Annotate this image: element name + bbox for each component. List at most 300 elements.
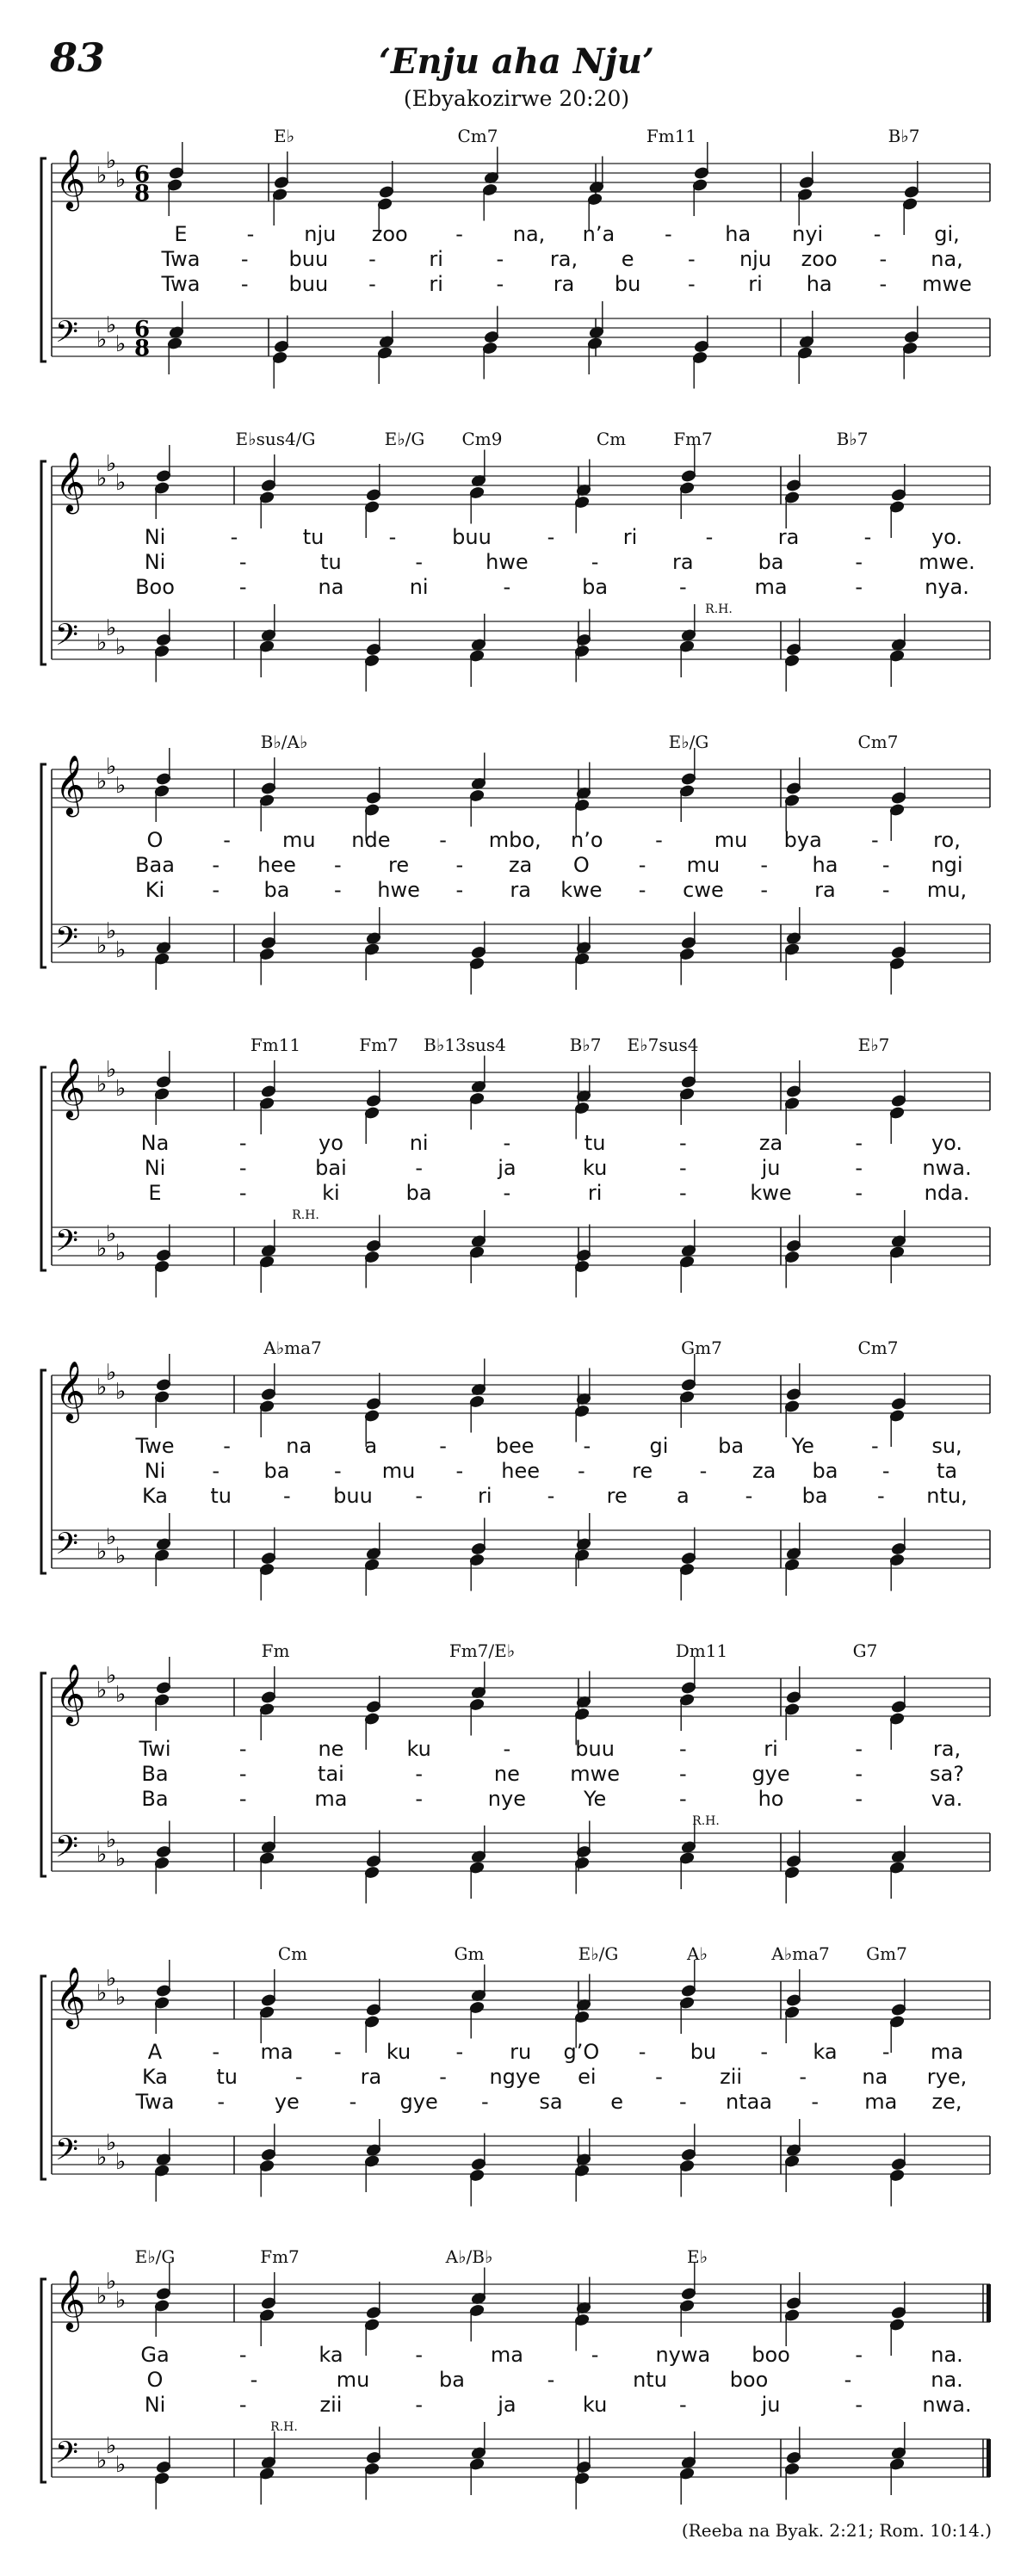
lyric-syllable: ba [582,575,609,599]
syllable-hyphen: - [678,1181,687,1205]
key-flat-icon: ♭ [106,1057,117,1083]
syllable-hyphen: - [876,1484,885,1508]
lyric-syllable: hwe [486,550,529,574]
syllable-hyphen: - [212,2040,220,2064]
lyric-syllable: ni [409,1131,429,1155]
syllable-hyphen: - [439,2065,447,2089]
bass-staff [52,1530,990,1568]
lyric-syllable: kwe [560,878,603,902]
lyric-syllable: mwe [922,272,972,296]
syllable-hyphen: - [238,1762,247,1786]
bass-clef-icon: 𝄢 [55,1223,79,1265]
bass-clef-icon: 𝄢 [55,2435,79,2477]
treble-clef-icon: 𝄞 [55,149,86,209]
syllable-hyphen: - [578,1459,585,1483]
key-flat-icon: ♭ [115,634,127,660]
syllable-hyphen: - [250,2368,258,2392]
lyric-syllable: hee [257,853,296,877]
syllable-hyphen: - [238,1787,247,1811]
treble-staff [52,1072,990,1110]
lyric-syllable: ze, [931,2090,962,2114]
lyric-syllable: Twa [135,2090,175,2114]
syllable-hyphen: - [855,1181,863,1205]
lyric-syllable: Ga [140,2343,170,2367]
treble-clef-icon: 𝄞 [55,1967,86,2027]
chord-symbol: Fm7 [673,429,713,449]
key-flat-icon: ♭ [96,466,108,491]
lyric-syllable: Twa [161,272,201,296]
lyric-syllable: gi [649,1434,669,1458]
chord-symbol: A♭ [687,1943,708,1964]
key-flat-icon: ♭ [106,754,117,780]
syllable-hyphen: - [238,1181,247,1205]
chord-symbol: E♭ [686,2246,708,2267]
bass-staff [52,1833,990,1871]
lyric-syllable: ne [493,1762,520,1786]
lyric-syllable: yo [318,1131,343,1155]
lyric-syllable: ma [754,575,788,599]
syllable-hyphen: - [678,1762,687,1786]
hymn-title: ‘Enju aha Nju’ [379,41,654,82]
lyric-syllable: ma [260,2040,294,2064]
syllable-hyphen: - [415,1787,423,1811]
bass-staff [52,318,990,356]
syllable-hyphen: - [212,878,220,902]
key-flat-icon: ♭ [96,630,108,656]
lyric-syllable: ku [386,2040,411,2064]
lyric-syllable: ra, [549,247,578,271]
syllable-hyphen: - [678,2090,687,2114]
syllable-hyphen: - [238,1131,247,1155]
lyric-syllable: ku [582,1156,608,1180]
key-flat-icon: ♭ [115,1846,127,1872]
key-flat-icon: ♭ [106,148,117,174]
bass-clef-icon: 𝄢 [55,1829,79,1871]
lyric-syllable: mwe. [919,550,975,574]
system-1 [34,126,999,430]
lyric-syllable: ri [429,247,443,271]
lyric-syllable: tu [320,550,342,574]
chord-symbol: G7 [852,1640,878,1661]
lyric-syllable: ku [582,2393,608,2417]
syllable-hyphen: - [230,525,238,549]
key-flat-icon: ♭ [106,2130,117,2156]
time-signature-top: 6 [134,317,151,343]
key-flat-icon: ♭ [115,937,127,963]
syllable-hyphen: - [455,1459,464,1483]
syllable-hyphen: - [238,2393,247,2417]
syllable-hyphen: - [238,2343,247,2367]
syllable-hyphen: - [439,828,447,852]
lyric-syllable: ha [806,272,832,296]
lyric-syllable: ra [777,525,800,549]
lyric-syllable: nwa. [922,2393,972,2417]
lyric-syllable: Twe [135,1434,175,1458]
syllable-hyphen: - [583,1434,591,1458]
syllable-hyphen: - [503,1131,511,1155]
syllable-hyphen: - [811,2090,819,2114]
right-hand-marking: R.H. [692,1814,720,1828]
syllable-hyphen: - [455,2040,464,2064]
lyric-syllable: na [286,1434,312,1458]
scripture-reference: (Ebyakozirwe 20:20) [403,86,630,111]
syllable-hyphen: - [547,2368,555,2392]
lyric-syllable: ta [936,1459,958,1483]
lyric-syllable: Ni [144,1156,166,1180]
syllable-hyphen: - [855,575,863,599]
lyric-syllable: n’o [571,828,603,852]
chord-symbol: Fm7 [260,2246,300,2267]
key-flat-icon: ♭ [115,1985,127,2011]
syllable-hyphen: - [881,2040,890,2064]
chord-symbol: A♭ma7 [263,1337,322,1358]
lyric-syllable: na. [931,2368,963,2392]
syllable-hyphen: - [333,2040,342,2064]
syllable-hyphen: - [333,853,342,877]
key-flat-icon: ♭ [115,1076,127,1102]
lyric-syllable: ri [478,1484,492,1508]
syllable-hyphen: - [282,1484,291,1508]
lyric-syllable: nye [487,1787,526,1811]
lyric-syllable: Ba [141,1787,169,1811]
lyric-syllable: mu [686,853,721,877]
lyric-syllable: ri [748,272,763,296]
system-7 [34,1943,999,2248]
lyric-syllable: mu [714,828,748,852]
lyric-syllable: nywa [655,2343,711,2367]
lyric-syllable: tai [318,1762,344,1786]
key-flat-icon: ♭ [115,1379,127,1405]
chord-symbol: Gm7 [866,1943,907,1964]
treble-staff [52,466,990,504]
syllable-hyphen: - [547,1484,555,1508]
key-flat-icon: ♭ [115,2288,127,2313]
key-flat-icon: ♭ [115,331,127,357]
lyric-syllable: zoo [801,247,838,271]
key-flat-icon: ♭ [96,769,108,794]
key-flat-icon: ♭ [106,2433,117,2459]
lyric-syllable: mu, [926,878,968,902]
lyric-syllable: zoo [371,222,408,246]
lyric-syllable: ba [801,1484,828,1508]
system-4 [34,1035,999,1339]
syllable-hyphen: - [665,222,672,246]
bass-clef-icon: 𝄢 [55,617,79,659]
lyric-syllable: ba [439,2368,465,2392]
lyric-syllable: Ni [144,525,166,549]
syllable-hyphen: - [368,247,376,271]
syllable-hyphen: - [705,525,714,549]
syllable-hyphen: - [855,1131,863,1155]
treble-staff [52,769,990,807]
chord-symbol: B♭13sus4 [424,1035,506,1055]
syllable-hyphen: - [223,828,231,852]
lyric-syllable: kwe [750,1181,792,1205]
lyric-syllable: ha [812,853,838,877]
lyric-syllable: bu [614,272,641,296]
lyric-syllable: ye [274,2090,300,2114]
chord-symbol: B♭7 [836,429,869,449]
key-flat-icon: ♭ [106,1360,117,1386]
key-flat-icon: ♭ [96,1072,108,1097]
syllable-hyphen: - [863,525,872,549]
time-signature-bottom: 8 [134,181,151,207]
syllable-hyphen: - [699,1459,708,1483]
lyric-syllable: ba [263,1459,290,1483]
syllable-hyphen: - [240,247,249,271]
key-flat-icon: ♭ [115,167,127,193]
lyric-syllable: hee [501,1459,540,1483]
lyric-syllable: ntaa [725,2090,773,2114]
lyric-syllable: cwe [683,878,724,902]
syllable-hyphen: - [217,2090,225,2114]
chord-symbol: E♭/G [134,2246,176,2267]
lyric-syllable: na, [931,247,963,271]
key-flat-icon: ♭ [106,312,117,338]
syllable-hyphen: - [678,2393,687,2417]
key-flat-icon: ♭ [106,1221,117,1247]
treble-clef-icon: 𝄞 [55,755,86,815]
treble-staff [52,2284,990,2322]
treble-clef-icon: 𝄞 [55,452,86,512]
lyric-syllable: ngi [931,853,963,877]
chord-symbol: A♭ma7 [771,1943,830,1964]
bass-clef-icon: 𝄢 [55,314,79,356]
syllable-hyphen: - [238,550,247,574]
lyric-syllable: ra [672,550,694,574]
key-flat-icon: ♭ [106,918,117,944]
lyric-syllable: ja [498,2393,516,2417]
syllable-hyphen: - [415,1762,423,1786]
lyric-syllable: nya. [925,575,969,599]
syllable-hyphen: - [415,1156,423,1180]
chord-symbol: E♭/G [578,1943,619,1964]
lyric-syllable: sa [539,2090,563,2114]
syllable-hyphen: - [855,2343,863,2367]
lyric-syllable: ri [587,1181,603,1205]
lyric-syllable: zii [720,2065,743,2089]
syllable-hyphen: - [223,1434,231,1458]
syllable-hyphen: - [844,2368,852,2392]
syllable-hyphen: - [871,1434,879,1458]
chord-symbol: Fm11 [646,126,697,146]
syllable-hyphen: - [547,525,555,549]
lyric-syllable: tu [216,2065,238,2089]
lyric-syllable: ma [490,2343,523,2367]
lyric-syllable: re [606,1484,628,1508]
lyric-syllable: ju [761,2393,781,2417]
lyric-syllable: na [862,2065,888,2089]
lyric-syllable: buu [333,1484,373,1508]
syllable-hyphen: - [855,1737,863,1761]
system-5 [34,1337,999,1642]
lyric-syllable: ro, [933,828,961,852]
key-flat-icon: ♭ [106,1827,117,1853]
syllable-hyphen: - [503,1181,511,1205]
lyric-syllable: mbo, [488,828,541,852]
syllable-hyphen: - [455,853,464,877]
syllable-hyphen: - [879,247,888,271]
lyric-syllable: Ni [144,1459,166,1483]
key-flat-icon: ♭ [106,1524,117,1550]
lyric-syllable: mwe [570,1762,620,1786]
lyric-syllable: n’a [582,222,615,246]
lyric-syllable: mu [281,828,316,852]
syllable-hyphen: - [246,222,255,246]
lyric-syllable: Ni [144,550,166,574]
syllable-hyphen: - [855,1762,863,1786]
lyric-syllable: bai [315,1156,347,1180]
lyric-syllable: za [508,853,533,877]
key-flat-icon: ♭ [96,163,108,188]
lyric-syllable: nyi [792,222,824,246]
bass-staff [52,2136,990,2174]
lyric-syllable: ja [498,1156,516,1180]
bass-clef-icon: 𝄢 [55,1526,79,1568]
chord-symbol: E♭7sus4 [627,1035,699,1055]
lyric-syllable: zii [319,2393,343,2417]
syllable-hyphen: - [591,550,599,574]
syllable-hyphen: - [881,878,890,902]
right-hand-marking: R.H. [270,2420,298,2434]
lyric-syllable: Ni [144,2393,166,2417]
lyric-syllable: Ka [141,2065,169,2089]
key-flat-icon: ♭ [96,1236,108,1262]
treble-staff [52,164,990,201]
lyric-syllable: za [752,1459,776,1483]
key-flat-icon: ♭ [96,1374,108,1400]
lyric-syllable: va. [931,1787,963,1811]
lyric-syllable: Ki [145,878,165,902]
lyric-syllable: Twi [139,1737,171,1761]
lyric-syllable: ri [429,272,443,296]
syllable-hyphen: - [496,272,504,296]
syllable-hyphen: - [368,272,376,296]
syllable-hyphen: - [655,2065,663,2089]
syllable-hyphen: - [760,878,769,902]
chord-symbol: Cm [277,1943,308,1964]
lyric-syllable: buu [452,525,492,549]
system-8 [34,2246,999,2551]
syllable-hyphen: - [687,247,696,271]
lyric-syllable: na. [931,2343,963,2367]
lyric-syllable: ra [553,272,575,296]
lyric-syllable: A [147,2040,163,2064]
lyric-syllable: nde [351,828,391,852]
syllable-hyphen: - [638,2040,646,2064]
key-flat-icon: ♭ [106,451,117,477]
syllable-hyphen: - [760,2040,769,2064]
treble-staff [52,1981,990,2019]
lyric-syllable: re [632,1459,653,1483]
chord-symbol: Cm9 [461,429,503,449]
syllable-hyphen: - [638,853,646,877]
key-flat-icon: ♭ [96,1980,108,2006]
syllable-hyphen: - [881,853,890,877]
lyric-syllable: O [146,2368,164,2392]
system-2 [34,429,999,733]
key-flat-icon: ♭ [96,933,108,959]
lyric-syllable: bee [495,1434,535,1458]
chord-symbol: Fm7 [359,1035,399,1055]
lyric-syllable: Na [140,1131,170,1155]
lyric-syllable: Ba [141,1762,169,1786]
syllable-hyphen: - [480,2090,489,2114]
syllable-hyphen: - [415,1484,423,1508]
key-flat-icon: ♭ [96,327,108,353]
chord-symbol: E♭ [273,126,295,146]
chord-symbol: E♭/G [668,732,709,752]
syllable-hyphen: - [855,1156,863,1180]
key-flat-icon: ♭ [115,2149,127,2175]
lyric-syllable: ri [622,525,638,549]
lyric-syllable: ju [761,1156,781,1180]
lyric-syllable: e [610,2090,624,2114]
lyric-syllable: ba [812,1459,838,1483]
syllable-hyphen: - [678,1787,687,1811]
lyric-syllable: O [572,853,590,877]
syllable-hyphen: - [415,2393,423,2417]
lyric-syllable: nju [304,222,337,246]
chord-symbol: B♭7 [888,126,920,146]
treble-clef-icon: 𝄞 [55,1058,86,1118]
lyric-syllable: na, [512,222,546,246]
lyric-syllable: gi, [934,222,960,246]
syllable-hyphen: - [687,272,696,296]
system-3 [34,732,999,1036]
lyric-syllable: hwe [377,878,420,902]
chord-symbol: E♭7 [857,1035,890,1055]
chord-symbol: B♭7 [569,1035,602,1055]
lyric-syllable: yo. [931,525,963,549]
syllable-hyphen: - [503,1737,511,1761]
lyric-syllable: tu [210,1484,232,1508]
bass-clef-icon: 𝄢 [55,2132,79,2174]
footnote: (Reeba na Byak. 2:21; Rom. 10:14.) [681,2520,992,2541]
key-flat-icon: ♭ [106,615,117,641]
syllable-hyphen: - [873,222,881,246]
treble-staff [52,1678,990,1716]
lyric-syllable: ma [930,2040,964,2064]
syllable-hyphen: - [638,878,646,902]
lyric-syllable: ra, [932,1737,962,1761]
syllable-hyphen: - [240,272,249,296]
lyric-syllable: ni [409,575,429,599]
treble-staff [52,1375,990,1413]
lyric-syllable: E [174,222,188,246]
lyric-syllable: ka [813,2040,838,2064]
lyric-syllable: ba [405,1181,432,1205]
lyric-syllable: buu [288,272,329,296]
syllable-hyphen: - [238,1156,247,1180]
lyric-syllable: ngye [489,2065,541,2089]
syllable-hyphen: - [881,1459,890,1483]
lyric-syllable: bu [690,2040,717,2064]
syllable-hyphen: - [678,1131,687,1155]
syllable-hyphen: - [439,1434,447,1458]
lyric-syllable: ho [758,1787,784,1811]
lyric-syllable: Ye [583,1787,607,1811]
syllable-hyphen: - [415,2343,423,2367]
lyric-syllable: ka [319,2343,343,2367]
lyric-syllable: ne [318,1737,344,1761]
syllable-hyphen: - [212,853,220,877]
lyric-syllable: nju [739,247,772,271]
syllable-hyphen: - [799,2065,807,2089]
lyric-syllable: ma [314,1787,348,1811]
chord-symbol: E♭/G [384,429,425,449]
bass-clef-icon: 𝄢 [55,920,79,962]
